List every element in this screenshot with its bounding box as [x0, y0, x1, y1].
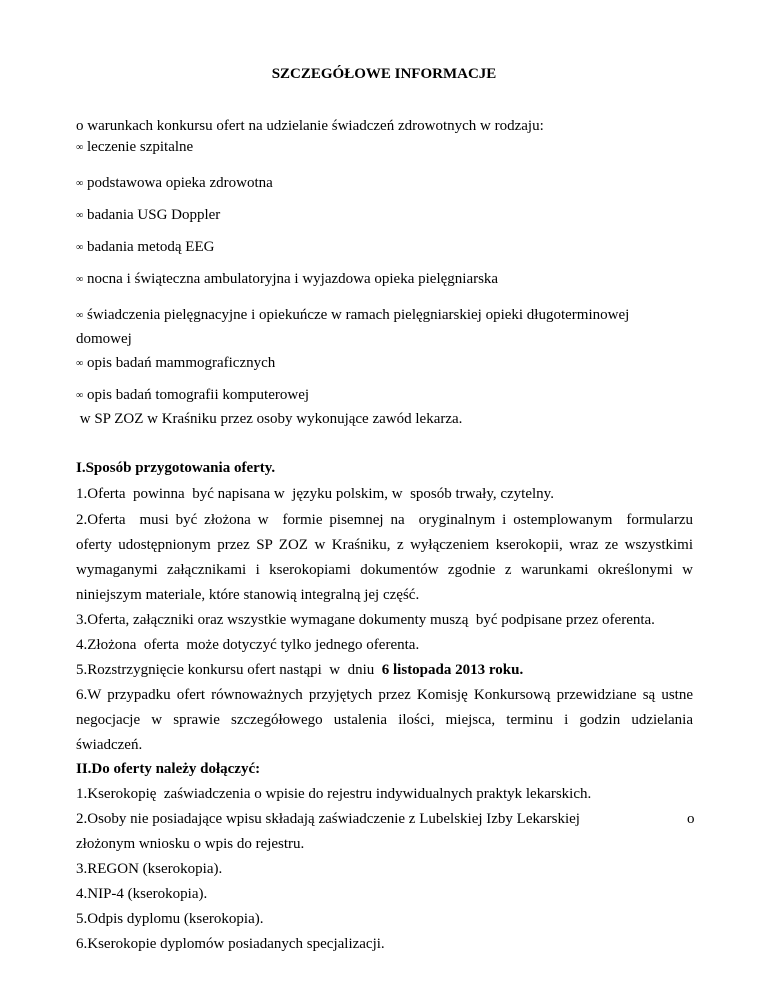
date-text: 6 listopada 2013 roku.	[381, 662, 524, 678]
paragraph	[76, 661, 523, 679]
list-item-text: badania USG Doppler	[87, 207, 221, 223]
list-item-text: opis badań mammograficznych	[87, 355, 276, 371]
list-item: 4.NIP-4 (kserokopia).	[76, 886, 208, 902]
bullet-icon: ∞	[76, 210, 82, 221]
list-item	[76, 138, 193, 157]
list-item	[76, 354, 275, 373]
list-item	[76, 174, 273, 193]
list-item-continuation: domowej	[76, 331, 132, 347]
paragraph-line: oferty udostępnionym przez SP ZOZ w Kraśniku, z wyłączeniem kserokopii, wraz ze wszystkimi	[76, 537, 693, 553]
list-item: 1.Kserokopię zaświadczenia o wpisie do rejestru indywidualnych praktyk lekarskich.	[76, 786, 592, 802]
list-item-text: badania metodą EEG	[87, 239, 215, 255]
intro-text: o warunkach konkursu ofert na udzielanie świadczeń zdrowotnych w rodzaju:	[76, 118, 544, 134]
bullet-icon: ∞	[76, 390, 82, 401]
bullet-icon: ∞	[76, 310, 82, 321]
paragraph-line: świadczeń.	[76, 737, 143, 753]
paragraph-line: wymaganymi załącznikami i kserokopiami dokumentów zgodnie z warunkami określonymi w	[76, 562, 693, 578]
list-item	[76, 306, 629, 325]
closing-text: w SP ZOZ w Kraśniku przez osoby wykonujące zawód lekarza.	[76, 411, 463, 427]
list-item-text: nocna i świąteczna ambulatoryjna i wyjazdowa opieka pielęgniarska	[87, 271, 499, 287]
list-item	[76, 270, 498, 289]
paragraph: 1.Oferta powinna być napisana w języku polskim, w sposób trwały, czytelny.	[76, 486, 554, 502]
list-item-fragment: o	[687, 811, 695, 827]
paragraph-line: 2.Oferta musi być złożona w formie pisemnej na oryginalnym i ostemplowanym formularzu	[76, 512, 693, 528]
list-item: 5.Odpis dyplomu (kserokopia).	[76, 911, 264, 927]
paragraph-line: niniejszym materiale, które stanowią integralną jej część.	[76, 587, 420, 603]
bullet-icon: ∞	[76, 142, 82, 153]
list-item: 3.REGON (kserokopia).	[76, 861, 223, 877]
bullet-icon: ∞	[76, 274, 82, 285]
list-item: 2.Osoby nie posiadające wpisu składają zaświadczenie z Lubelskiej Izby Lekarskiej	[76, 811, 580, 827]
list-item	[76, 206, 220, 225]
paragraph-text: 5.Rozstrzygnięcie konkursu ofert nastąpi w dniu	[76, 662, 382, 678]
paragraph: 4.Złożona oferta może dotyczyć tylko jednego oferenta.	[76, 637, 420, 653]
section-heading: I.Sposób przygotowania oferty.	[76, 460, 276, 476]
list-item	[76, 238, 214, 257]
bullet-icon: ∞	[76, 178, 82, 189]
list-item-text: leczenie szpitalne	[87, 139, 194, 155]
list-item-text: świadczenia pielęgnacyjne i opiekuńcze w ramach pielęgniarskiej opieki długoterminowej	[87, 307, 630, 323]
paragraph-line: 6.W przypadku ofert równoważnych przyjętych przez Komisję Konkursową przewidziane są ustne	[76, 687, 693, 703]
list-item-continuation: złożonym wniosku o wpis do rejestru.	[76, 836, 305, 852]
document-title: SZCZEGÓŁOWE INFORMACJE	[271, 66, 497, 82]
section-heading: II.Do oferty należy dołączyć:	[76, 761, 261, 777]
bullet-icon: ∞	[76, 242, 82, 253]
paragraph-line: negocjacje w sprawie szczegółowego ustalenia ilości, miejsca, terminu i godzin udzielania	[76, 712, 693, 728]
list-item: 6.Kserokopie dyplomów posiadanych specjalizacji.	[76, 936, 385, 952]
list-item-text: podstawowa opieka zdrowotna	[87, 175, 273, 191]
list-item	[76, 386, 309, 405]
list-item-text: opis badań tomografii komputerowej	[87, 387, 310, 403]
paragraph: 3.Oferta, załączniki oraz wszystkie wymagane dokumenty muszą być podpisane przez oferenta.	[76, 612, 655, 628]
bullet-icon: ∞	[76, 358, 82, 369]
